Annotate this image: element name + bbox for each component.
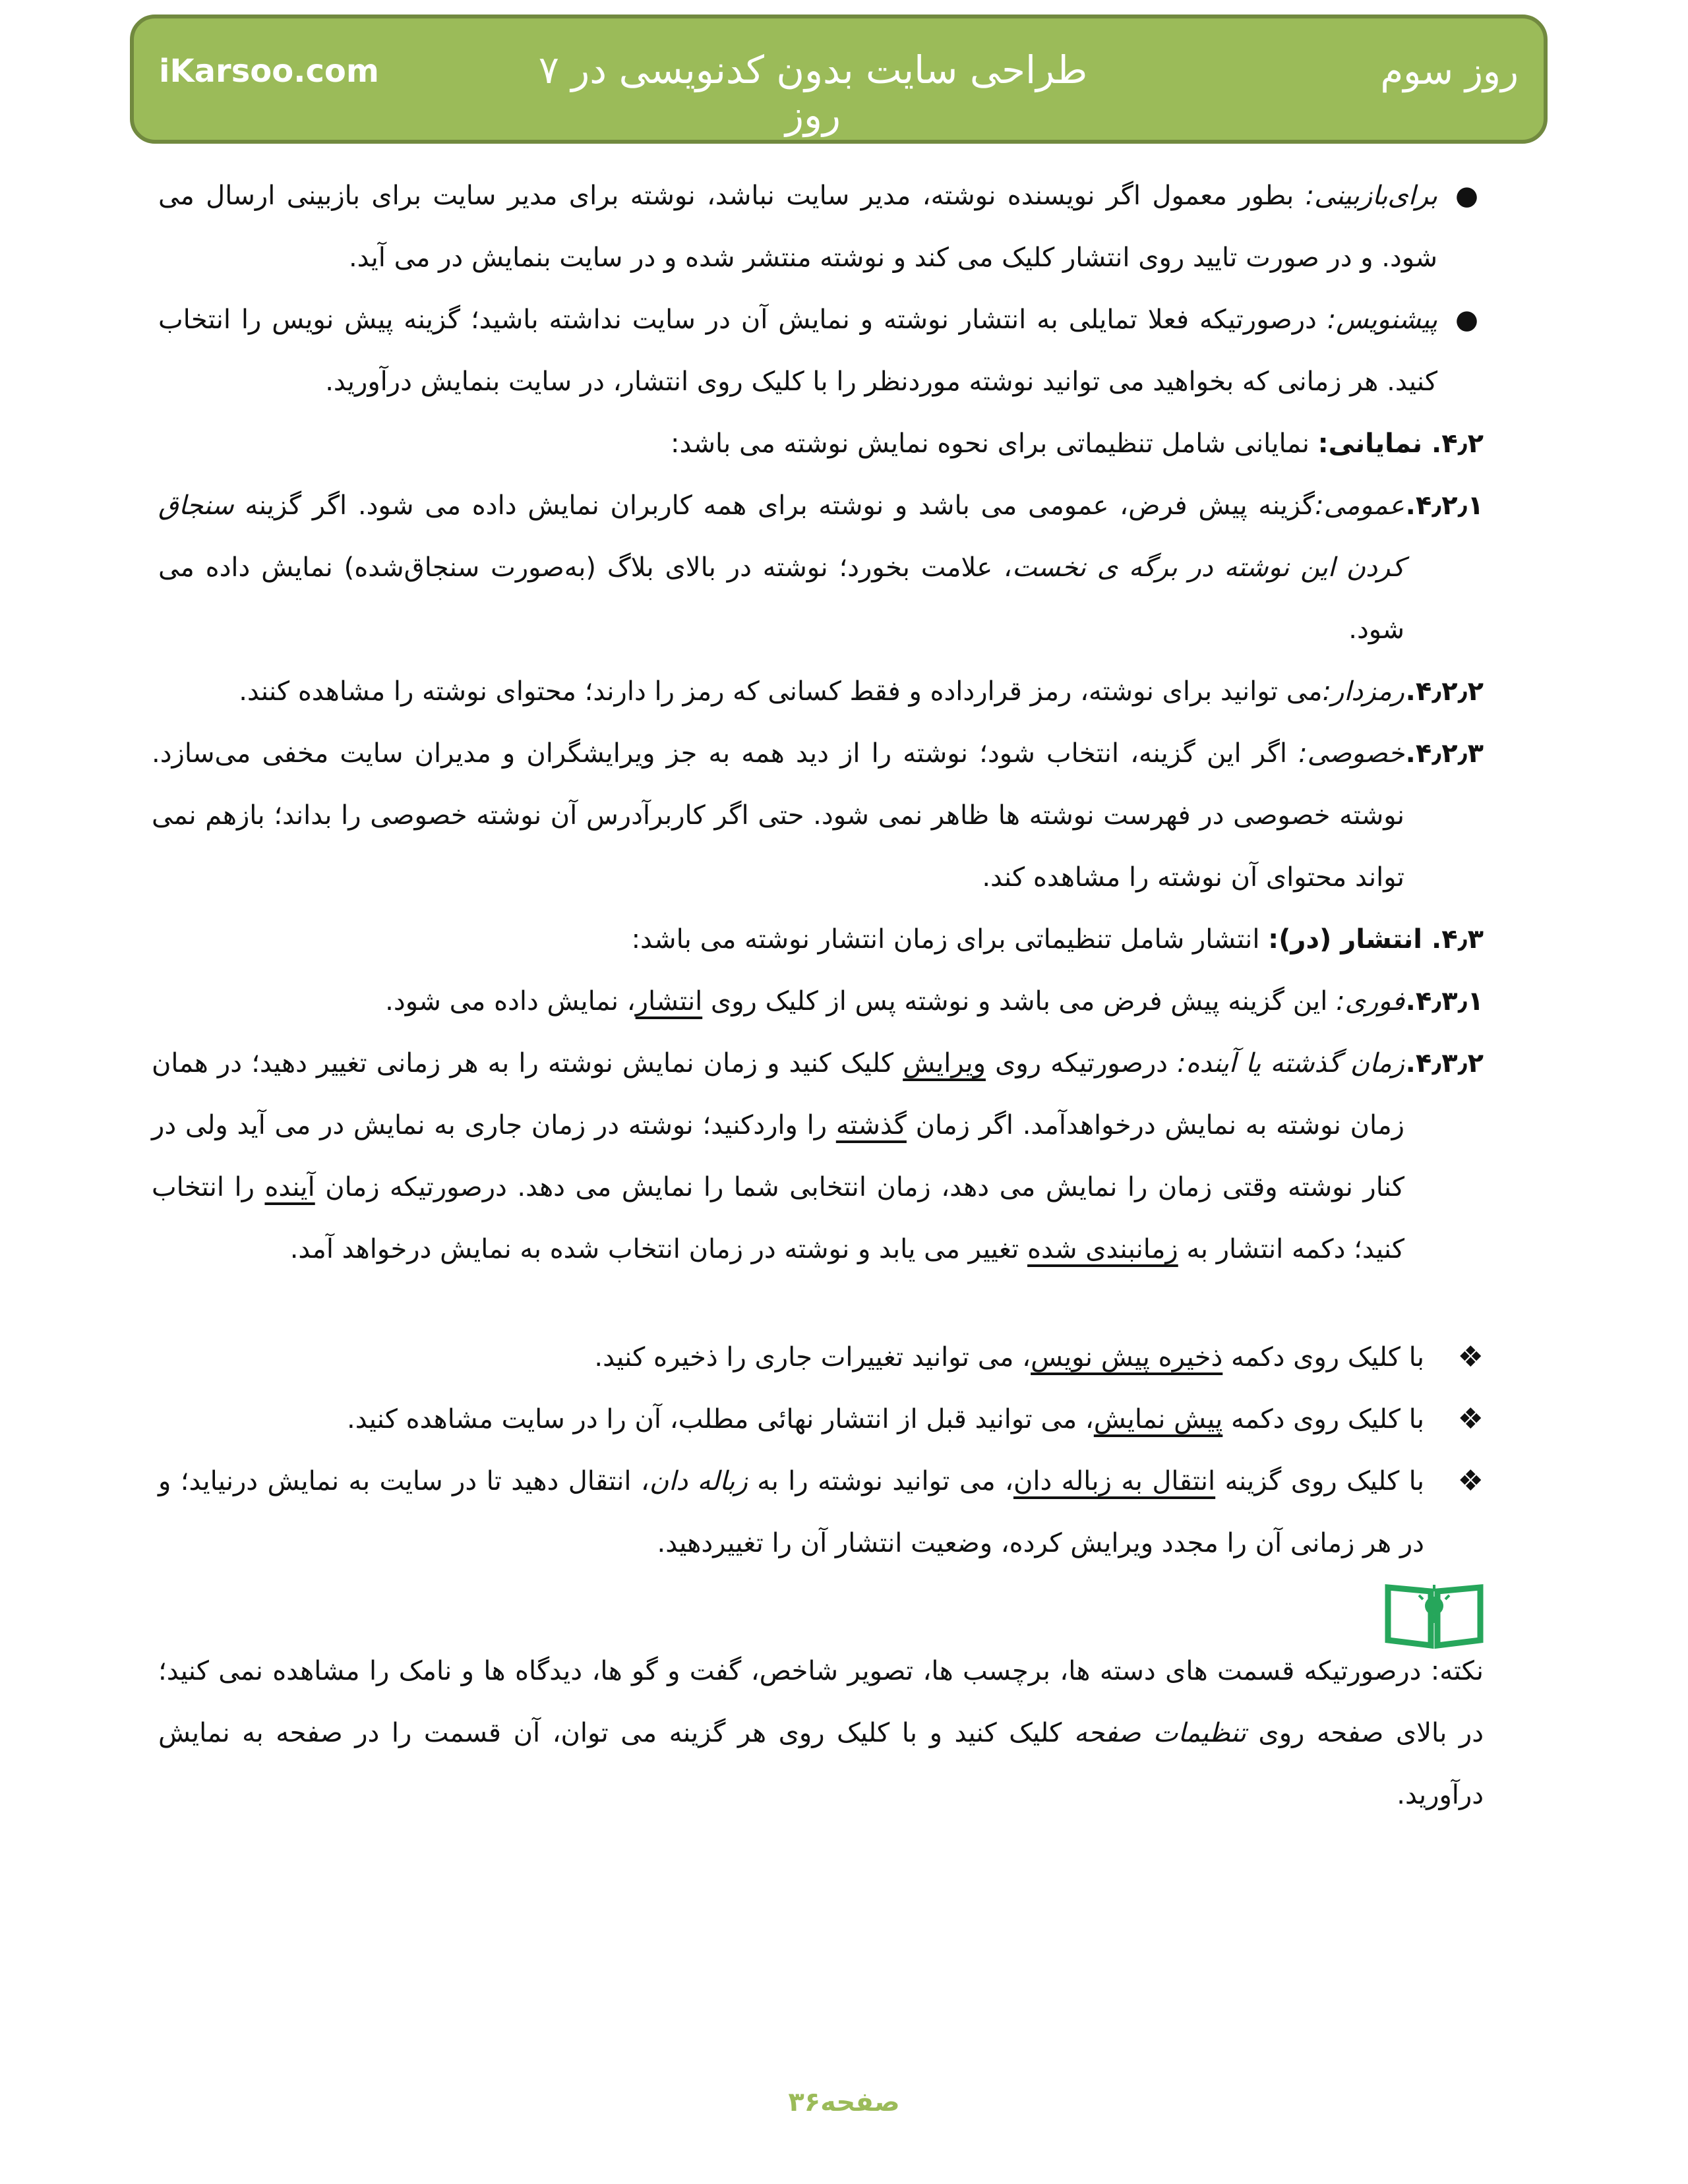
- note-text: [158, 1640, 1484, 1826]
- item-4-3-1: [152, 970, 1484, 1032]
- text-immediate-a: این گزینه پیش فرض می باشد و نوشته پس از کلیک روی: [702, 986, 1337, 1017]
- chapter-day: روز سوم: [1380, 50, 1519, 93]
- note-text-a: درصورتیکه قسمت های دسته ها، برچسب ها، تصویر شاخص، گفت و گو ها، دیدگاه ها و نامک را مشاهده نمی کنید؛ در بالای صفحه روی: [158, 1656, 1484, 1748]
- bullet-dot-icon: ●: [1455, 181, 1478, 211]
- text-review: بطور معمول اگر نویسنده نوشته، مدیر سایت نباشد، نوشته برای مدیر سایت برای بازبینی ارسال می شود. و در صورت تایید روی انتشار کلیک می کند و نوشته منتشر شده و در سایت بنمایش در می آید.: [158, 181, 1437, 273]
- tip-preview: [158, 1388, 1484, 1450]
- section-title: نمایانی:: [1317, 428, 1423, 459]
- item-number: ۴٫۲٫۲.: [1405, 676, 1484, 707]
- note-text-b: کلیک کنید و با کلیک روی هر گزینه می توان، آن قسمت را در صفحه به نمایش درآورید.: [158, 1718, 1484, 1810]
- page-number: صفحه۳۶: [788, 2087, 900, 2117]
- section-4-3: [158, 908, 1484, 970]
- section-text: نمایانی شامل تنظیماتی برای نحوه نمایش نوشته می باشد:: [670, 428, 1318, 459]
- tip-text: ، می توانید قبل از انتشار نهائی مطلب، آن را در سایت مشاهده کنید.: [347, 1404, 1094, 1434]
- note-label: نکته:: [1430, 1656, 1484, 1686]
- term-public: عمومی:: [1315, 490, 1404, 521]
- tip-text: ، می توانید نوشته را به: [747, 1466, 1013, 1496]
- text-immediate-b: ، نمایش داده می شود.: [385, 986, 636, 1017]
- text-password: می توانید برای نوشته، رمز قرارداده و فقط کسانی که رمز را دارند؛ محتوای نوشته را مشاهده کنند.: [239, 676, 1323, 707]
- item-4-2-1: [158, 475, 1484, 661]
- item-number: ۴٫۳٫۱.: [1405, 986, 1484, 1017]
- bullet-dot-icon: ●: [1455, 305, 1478, 335]
- underlined-move-to-trash: انتقال به زباله دان: [1013, 1466, 1216, 1496]
- tip-text: با کلیک روی دکمه: [1222, 1404, 1424, 1434]
- section-title: انتشار (در):: [1268, 924, 1423, 955]
- item-4-3-2: [152, 1032, 1484, 1280]
- page-header: [130, 15, 1548, 144]
- underlined-scheduled: زمانبندی شده: [1027, 1234, 1178, 1264]
- text-pf-c: را واردکنید؛ نوشته در زمان جاری به نمایش در می آید ولی در کنار نوشته وقتی زمان را نمایش می دهد، زمان انتخابی شما را نمایش می دهد. درصورتیکه زمان: [152, 1110, 1405, 1202]
- term-password: رمزدار:: [1322, 676, 1404, 707]
- section-text: انتشار شامل تنظیماتی برای زمان انتشار نوشته می باشد:: [631, 924, 1269, 955]
- underlined-future: آینده: [264, 1172, 315, 1202]
- text-draft: درصورتیکه فعلا تمایلی به انتشار نوشته و نمایش آن در سایت نداشته باشید؛ گزینه پیش نویس را انتخاب کنید. هر زمانی که بخواهید می توانید نوشته موردنظر را با کلیک روی انتشار، در سایت بنمایش درآورید.: [158, 305, 1437, 397]
- tip-trash: [158, 1450, 1484, 1574]
- underlined-preview: پیش نمایش: [1093, 1404, 1223, 1434]
- tip-italic-trash: زباله دان: [649, 1466, 748, 1496]
- tip-text: با کلیک روی گزینه: [1215, 1466, 1424, 1496]
- term-review: برای‌بازبینی:: [1305, 181, 1437, 211]
- note-block: [158, 1640, 1484, 1826]
- term-past-future: زمان گذشته یا آینده:: [1177, 1048, 1404, 1078]
- item-4-2-3: [152, 723, 1484, 908]
- page-content: [152, 165, 1484, 1826]
- tip-text: با کلیک روی دکمه: [1222, 1342, 1424, 1372]
- text-public-italic: سنجاق کردن این نوشته در برگه ی نخست: [158, 490, 1405, 583]
- text-public-b: ، علامت بخورد؛ نوشته در بالای بلاگ (به‌صورت سنجاق‌شده) نمایش داده می شود.: [158, 552, 1404, 645]
- underlined-edit: ویرایش: [903, 1048, 986, 1078]
- underlined-past: گذشته: [835, 1110, 907, 1140]
- item-4-2-2: [152, 661, 1484, 723]
- underlined-save-draft: ذخیره پیش نویس: [1031, 1342, 1223, 1372]
- bullet-draft: [158, 289, 1484, 413]
- text-public-a: گزینه پیش فرض، عمومی می باشد و نوشته برای همه کاربران نمایش داده می شود. اگر گزینه: [233, 490, 1315, 521]
- item-number: ۴٫۳٫۲.: [1405, 1048, 1484, 1078]
- text-pf-a: درصورتیکه روی: [985, 1048, 1178, 1078]
- bullet-review: [158, 165, 1484, 289]
- site-name: iKarsoo.com: [159, 53, 379, 90]
- text-pf-d: را انتخاب کنید؛ دکمه انتشار به: [152, 1172, 1404, 1264]
- diamond-bullet-icon: ❖: [1457, 1340, 1484, 1374]
- book-title: طراحی سایت بدون کدنویسی در ۷ روز: [538, 47, 1088, 137]
- note-italic-settings: تنظیمات صفحه: [1073, 1718, 1246, 1748]
- tip-text: ، می توانید تغییرات جاری را ذخیره کنید.: [594, 1342, 1031, 1372]
- tip-text: ، انتقال دهید تا در سایت به نمایش درنیاید؛ و در هر زمانی آن را مجدد ویرایش کرده، وضعیت انتشار آن را تغییردهید.: [158, 1466, 1424, 1558]
- diamond-bullet-icon: ❖: [1457, 1402, 1484, 1436]
- text-private: اگر این گزینه، انتخاب شود؛ نوشته را از دید همه به جز ویرایشگران و مدیران سایت مخفی می‌سازد. نوشته خصوصی در فهرست نوشته ها ظاهر نمی شود. حتی اگر کاربرآدرس آن نوشته خصوصی را بداند؛ بازهم نمی تواند محتوای آن نوشته را مشاهده کند.: [152, 738, 1404, 893]
- text-pf-b: کلیک کنید و زمان نمایش نوشته را به هر زمانی تغییر دهید؛ در همان زمان نوشته به نمایش درخواهدآمد. اگر زمان: [152, 1048, 1404, 1140]
- diamond-bullet-icon: ❖: [1457, 1464, 1484, 1498]
- text-pf-e: تغییر می یابد و نوشته در زمان انتخاب شده به نمایش درخواهد آمد.: [289, 1234, 1028, 1264]
- term-draft: پیشنویس:: [1327, 305, 1437, 335]
- underlined-publish: انتشار: [635, 986, 703, 1017]
- section-number: ۴٫۲.: [1432, 428, 1484, 459]
- item-number: ۴٫۲٫۱.: [1405, 490, 1484, 521]
- spacer: [158, 1280, 1484, 1326]
- item-number: ۴٫۲٫۳.: [1405, 738, 1484, 769]
- term-private: خصوصی:: [1298, 738, 1404, 769]
- section-number: ۴٫۳.: [1432, 924, 1484, 955]
- section-4-2: [158, 413, 1484, 475]
- tip-save-draft: [158, 1326, 1484, 1388]
- term-immediate: فوری:: [1336, 986, 1404, 1017]
